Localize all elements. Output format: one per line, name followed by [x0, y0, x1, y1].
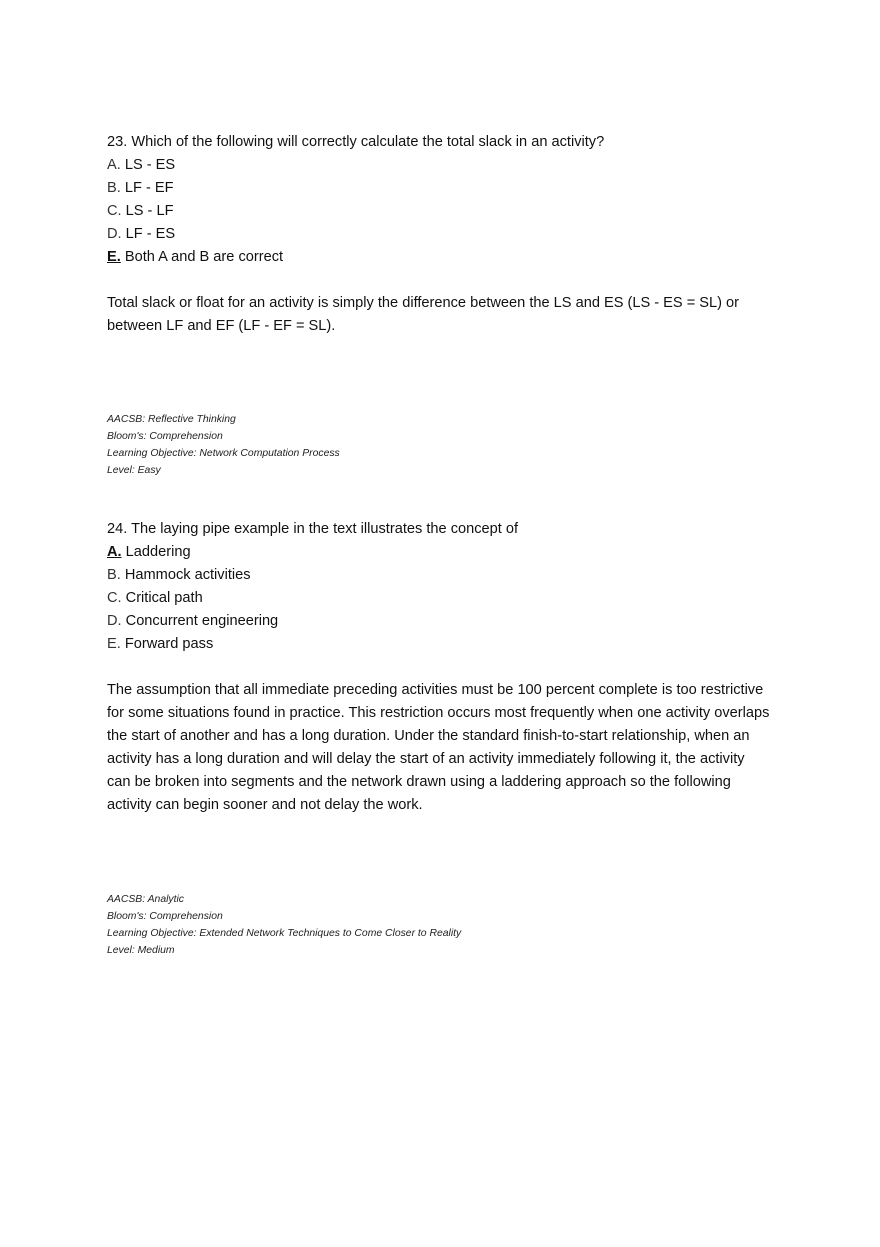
option-text: LF - ES — [125, 226, 176, 242]
question-stem: 23. Which of the following will correctly calculate the total slack in an activity? — [107, 134, 605, 150]
option-text: Laddering — [125, 544, 191, 560]
option-letter: B. — [107, 567, 121, 583]
option-text: Forward pass — [124, 636, 214, 652]
option-letter: D. — [107, 613, 122, 629]
option-letter: E. — [107, 636, 121, 652]
option-b — [107, 177, 772, 200]
option-e — [107, 633, 772, 656]
option-text: Both A and B are correct — [124, 249, 284, 265]
option-text: Hammock activities — [124, 567, 251, 583]
option-text: LS - ES — [124, 157, 176, 173]
level-tag: Level: Medium — [107, 945, 175, 956]
blooms-tag: Bloom's: Comprehension — [107, 431, 223, 442]
option-letter: E. — [107, 249, 121, 265]
option-letter: C. — [107, 203, 122, 219]
option-e-correct — [107, 246, 772, 269]
option-text: Critical path — [125, 590, 203, 606]
aacsb-tag: AACSB: Reflective Thinking — [107, 414, 236, 425]
option-letter: A. — [107, 157, 121, 173]
option-c — [107, 200, 772, 223]
option-letter: A. — [107, 544, 122, 560]
question-24 — [107, 518, 772, 817]
option-text: LS - LF — [125, 203, 174, 219]
level-tag: Level: Easy — [107, 465, 161, 476]
blooms-tag: Bloom's: Comprehension — [107, 911, 223, 922]
question-stem: 24. The laying pipe example in the text illustrates the concept of — [107, 521, 519, 537]
learning-objective-tag: Learning Objective: Extended Network Techniques to Come Closer to Reality — [107, 928, 462, 939]
answer-explanation: The assumption that all immediate preceding activities must be 100 percent complete is too restrictive for some situations found in practice. This restriction occurs most frequently when one activity overlaps the start of another and has a long duration. Under the standard finish-to-start relationship, when an activity has a long duration and will delay the start of an activity immediately following it, the activity can be broken into segments and the network drawn using a laddering approach so the following activity can begin sooner and not delay the work. — [107, 682, 770, 813]
question-23-metadata — [107, 411, 340, 479]
option-d — [107, 610, 772, 633]
option-letter: D. — [107, 226, 122, 242]
option-d — [107, 223, 772, 246]
question-23 — [107, 131, 772, 338]
learning-objective-tag: Learning Objective: Network Computation Process — [107, 448, 340, 459]
option-letter: B. — [107, 180, 121, 196]
option-b — [107, 564, 772, 587]
option-letter: C. — [107, 590, 122, 606]
answer-explanation: Total slack or float for an activity is simply the difference between the LS and ES (LS - ES = SL) or between LF and EF (LF - EF = SL). — [107, 295, 740, 334]
option-text: Concurrent engineering — [125, 613, 279, 629]
aacsb-tag: AACSB: Analytic — [107, 894, 184, 905]
question-24-metadata — [107, 891, 461, 959]
option-c — [107, 587, 772, 610]
option-a — [107, 154, 772, 177]
option-a-correct — [107, 541, 772, 564]
option-text: LF - EF — [124, 180, 174, 196]
